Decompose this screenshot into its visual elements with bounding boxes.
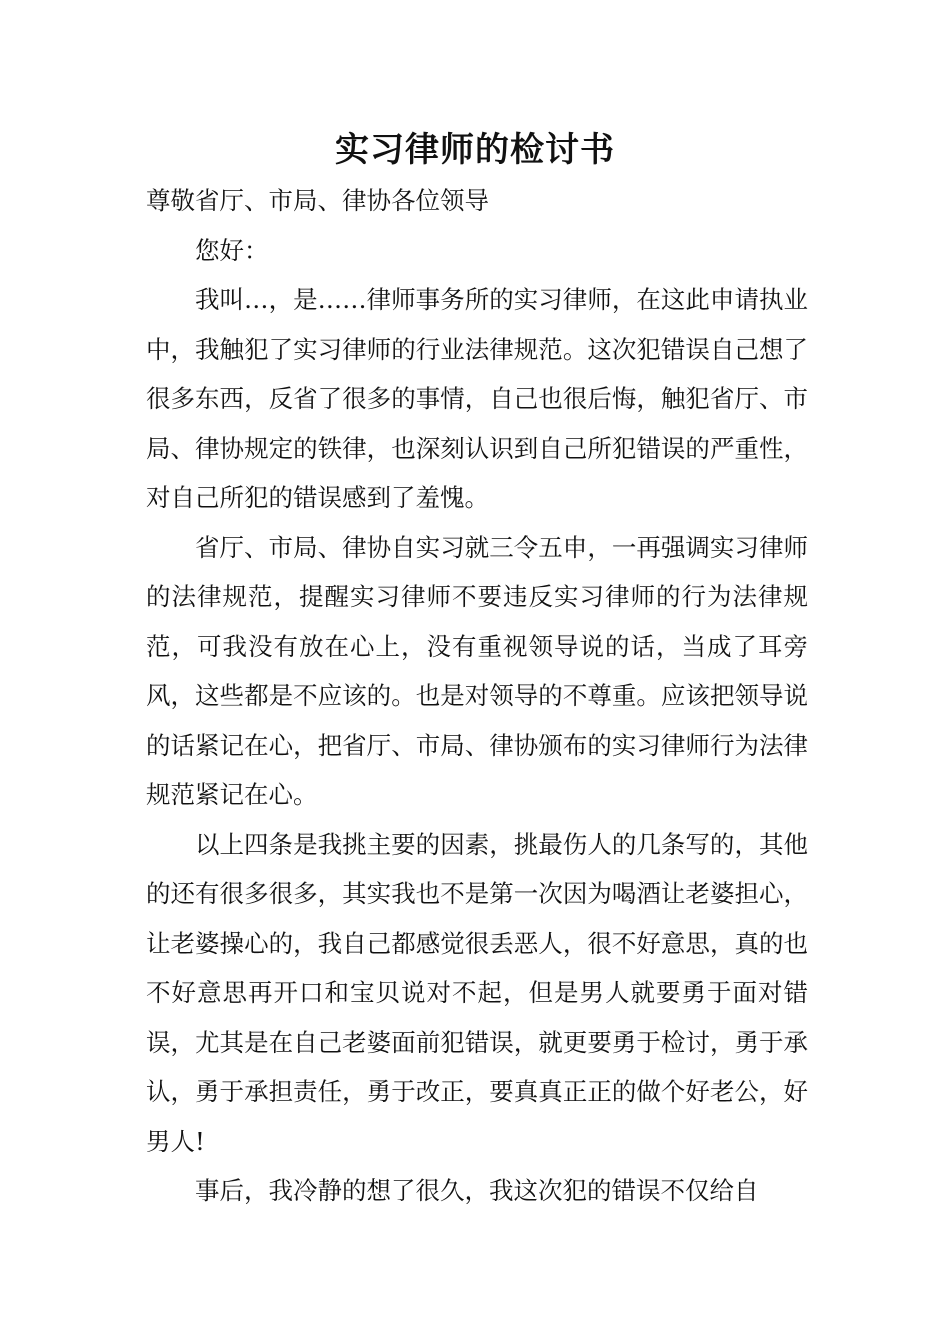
paragraph-3: 以上四条是我挑主要的因素，挑最伤人的几条写的，其他的还有很多很多，其实我也不是第一次因为喝酒让老婆担心，让老婆操心的，我自己都感觉很丢恶人，很不好意思，真的也不好意思再开口和宝贝说对不起，但是男人就要勇于面对错误，尤其是在自己老婆面前犯错误，就更要勇于检讨，勇于承认，勇于承担责任，勇于改正，要真真正正的做个好老公，好男人! — [146, 829, 808, 1156]
paragraph-4: 事后，我冷静的想了很久，我这次犯的错误不仅给自 — [195, 1176, 759, 1205]
paragraph-1: 我叫…，是……律师事务所的实习律师，在这此申请执业中，我触犯了实习律师的行业法律规范。这次犯错误自己想了很多东西，反省了很多的事情，自己也很后悔，触犯省厅、市局、律协规定的铁律，也深刻认识到自己所犯错误的严重性，对自己所犯的错误感到了羞愧。 — [146, 285, 808, 512]
document-title: 实习律师的检讨书 — [335, 130, 615, 170]
paragraph-2: 省厅、市局、律协自实习就三令五申，一再强调实习律师的法律规范，提醒实习律师不要违反实习律师的行为法律规范，可我没有放在心上，没有重视领导说的话，当成了耳旁风，这些都是不应该的。也是对领导的不尊重。应该把领导说的话紧记在心，把省厅、市局、律协颁布的实习律师行为法律规范紧记在心。 — [146, 532, 808, 809]
document-body — [146, 176, 808, 1216]
salutation-line: 尊敬省厅、市局、律协各位领导 — [146, 186, 489, 215]
greeting-line: 您好： — [195, 235, 269, 265]
